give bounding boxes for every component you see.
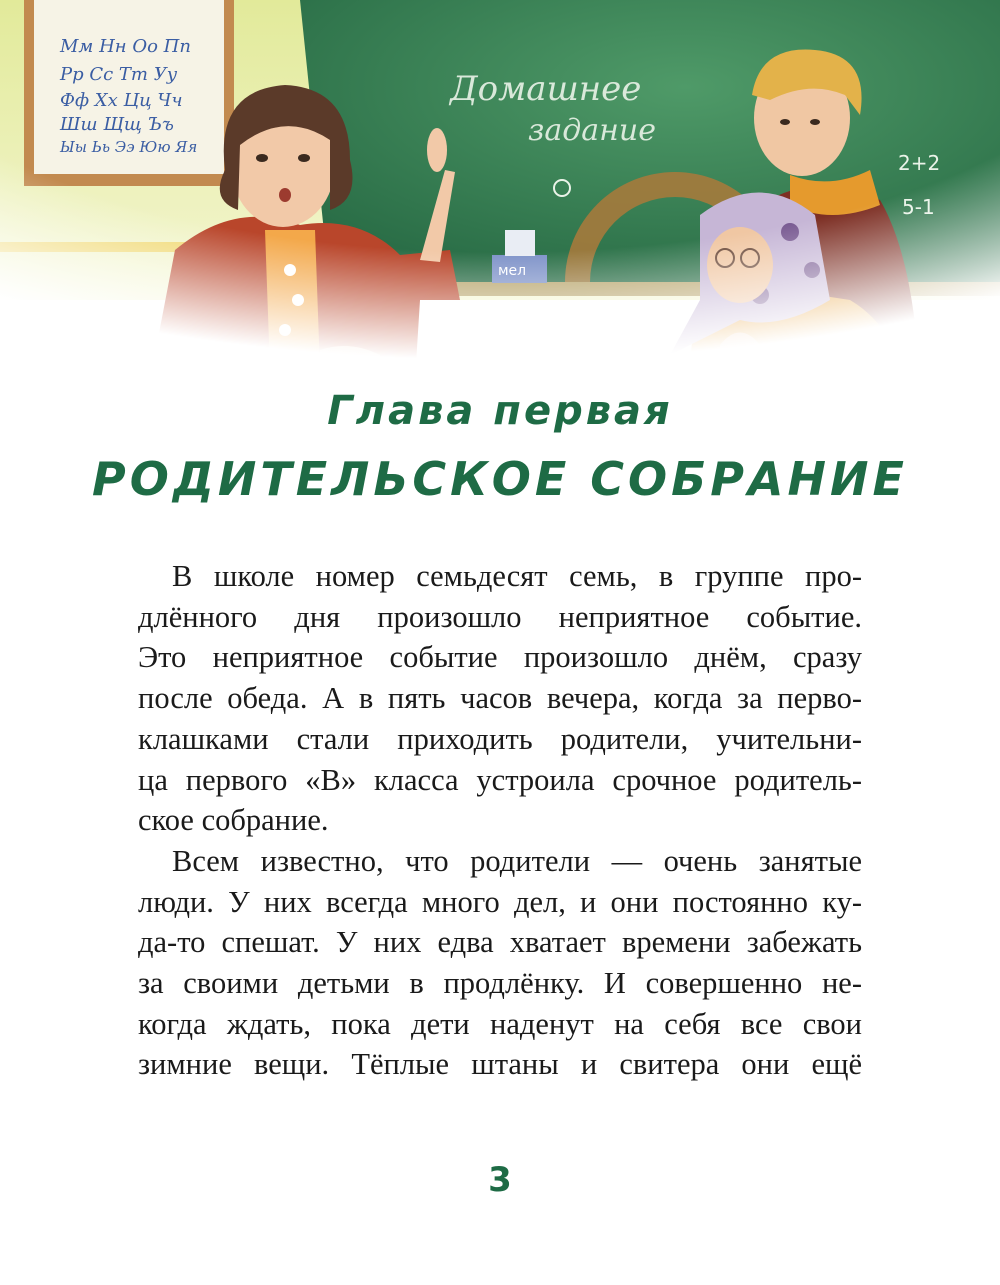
text-line: клашками стали приходить родители, учительни- bbox=[138, 721, 862, 756]
page-number: 3 bbox=[488, 1160, 512, 1200]
chapter-label: Глава первая bbox=[327, 388, 673, 434]
text-line: ское собрание. bbox=[138, 803, 329, 838]
text-line: после обеда. А в пять часов вечера, когда за перво- bbox=[138, 681, 862, 716]
text-line: когда ждать, пока дети наденут на себя все свои bbox=[138, 1006, 862, 1041]
classroom-illustration bbox=[0, 0, 1000, 400]
text-line: за своими детьми в продлёнку. И совершенно не- bbox=[138, 966, 862, 1001]
paragraph-1 bbox=[138, 556, 862, 841]
text-line: зимние вещи. Тёплые штаны и свитера они ещё bbox=[138, 1047, 862, 1082]
body-text bbox=[138, 556, 862, 1085]
text-line: Это неприятное событие произошло днём, сразу bbox=[138, 640, 862, 675]
text-line: В школе номер семьдесят семь, в группе про- bbox=[172, 559, 862, 593]
chapter-title: РОДИТЕЛЬСКОЕ СОБРАНИЕ bbox=[92, 452, 908, 506]
text-line: люди. У них всегда много дел, и они постоянно ку- bbox=[138, 884, 862, 919]
text-line: длённого дня произошло неприятное событие. bbox=[138, 599, 862, 634]
text-line: Всем известно, что родители — очень занятые bbox=[172, 843, 862, 878]
text-line: ца первого «В» класса устроила срочное родитель- bbox=[138, 762, 862, 797]
paragraph-2 bbox=[138, 841, 862, 1085]
text-line: да-то спешат. У них едва хватает времени забежать bbox=[138, 925, 862, 960]
